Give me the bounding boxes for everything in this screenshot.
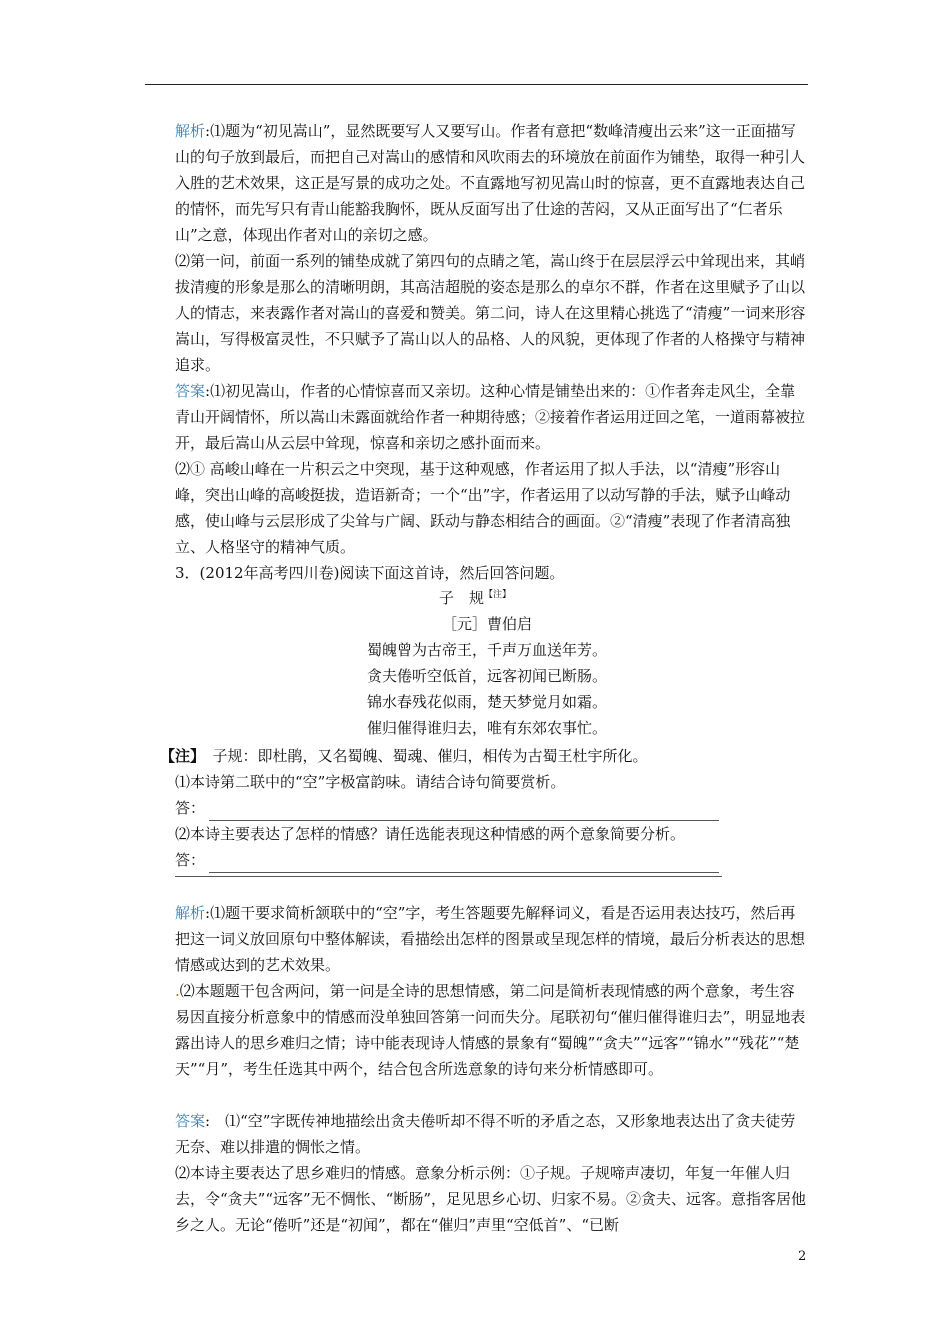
header-rule <box>145 84 808 85</box>
answer-section-1 <box>175 378 807 456</box>
poem-line-2: 贪夫倦听空低首，远客初闻已断肠。 <box>366 667 607 685</box>
analysis-section-2: 解析:⑴题干要求简析颔联中的“空”字，考生答题要先解释词义，看是否运用表达技巧，然后再把这一词义放回原句中整体解读，看描绘出怎样的图景或呈现怎样的情境，最后分析表达的思想情感或达到的艺术效果。 <box>175 904 806 974</box>
analysis-paragraph-4-block: .⑵本题题干包含两问，第一问是全诗的思想情感，第二问是简析表现情感的两个意象，考生容易因直接分析意象中的情感而没单独回答第一问而失分。尾联初句“催归催得谁归去”，明显地表露出诗人的思乡难归之情；诗中能表现诗人情感的景象有“蜀魄”“贪夫”“远客”“锦水”“残花”“楚天”“月”，考生任选其中两个，结合包含所选意象的诗句来分析情感即可。 <box>175 982 806 1078</box>
answer-line-2: 答： <box>175 847 807 873</box>
answer-paragraph-4-block: ⑵本诗主要表达了思乡难归的情感。意象分析示例：①子规。子规啼声凄切，年复一年催人归去，令“贪夫”“远客”无不惆怅、“断肠”，足见思乡心切、归家不易。②贪夫、远客。意指客居他乡之人。无论“倦听”还是“初闻”，都在“催归”声里“空低首”、“已断 <box>175 1164 807 1234</box>
answer-paragraph-2: ⑵① 高峻山峰在一片积云之中突现，基于这种观感，作者运用了拟人手法，以“清瘦”形容山峰，突出山峰的高峻挺拔，造语新奇；一个“出”字，作者运用了以动写静的手法，赋予山峰动感，使山峰与云层形成了尖耸与广阔、跃动与静态相结合的画面。②“清瘦”表现了作者清高独立、人格坚守的精神气质。 <box>175 460 791 556</box>
note-label: 【注】 <box>160 747 198 765</box>
poem-line-4: 催归催得谁归去，唯有东郊农事忙。 <box>366 719 607 737</box>
analysis-paragraph-1: 解析:⑴题为“初见嵩山”，显然既要写人又要写山。作者有意把“数峰清瘦出云来”这一正面描写山的句子放到最后，而把自己对嵩山的感情和风吹雨去的环境放在前面作为铺垫，取得一种引人入胜的艺术效果，这正是写景的成功之处。不直露地写初见嵩山时的惊喜，更不直露地表达自己的情怀，而先写只有青山能豁我胸怀，既从反面写出了仕途的苦闷，又从正面写出了“仁者乐山”之意，体现出作者对山的亲切之感。 <box>175 122 806 244</box>
answer-paragraph-1: 答案:⑴初见嵩山，作者的心情惊喜而又亲切。这种心情是铺垫出来的：①作者奔走风尘，全靠青山开阔情怀，所以嵩山未露面就给作者一种期待感；②接着作者运用迂回之笔，一道雨幕被拉开，最后嵩山从云层中耸现，惊喜和亲切之感扑面而来。 <box>175 382 806 452</box>
analysis-label: 解析 <box>175 122 206 140</box>
page-number: 2 <box>798 1249 807 1264</box>
poem-author: ［元］曹伯启 <box>441 615 532 633</box>
analysis-section-1 <box>175 118 807 248</box>
question-3-stem: 3．(2012年高考四川卷)阅读下面这首诗，然后回答问题。 <box>175 564 565 582</box>
poem-note: 【注】 子规：即杜鹃，又名蜀魄、蜀魂、催归，相传为古蜀王杜宇所化。 <box>160 747 648 765</box>
answer-blank-2 <box>209 856 719 873</box>
poem-line-3: 锦水春残花似雨，楚天梦觉月如霜。 <box>366 693 607 711</box>
poem-note-mark: 【注】 <box>484 590 512 600</box>
sub-question-2: ⑵本诗主要表达了怎样的情感？请任选能表现这种情感的两个意象简要分析。 <box>175 825 686 843</box>
analysis-paragraph-2: ⑵第一问，前面一系列的铺垫成就了第四句的点睛之笔，嵩山终于在层层浮云中耸现出来，其峭拔清瘦的形象是那么的清晰明朗，其高洁超脱的姿态是那么的卓尔不群，作者在这里赋予了山以人的情志，来表露作者对嵩山的喜爱和赞美。第二问，诗人在这里精心挑选了“清瘦”一词来形容嵩山，写得极富灵性，不只赋予了嵩山以人的品格、人的风貌，更体现了作者的人格操守与精神追求。 <box>175 252 806 374</box>
answer-blank-3 <box>175 876 722 877</box>
answer-line-1: 答： <box>175 795 807 821</box>
analysis-label-2: 解析 <box>175 904 206 922</box>
poem-line-1: 蜀魄曾为古帝王，千声万血送年芳。 <box>366 641 607 659</box>
answer-label-2: 答案 <box>175 1112 206 1130</box>
poem-title: 子 规$^{【注】}$ <box>438 589 512 607</box>
answer-paragraph-2-block <box>175 456 807 560</box>
sub-question-1: ⑴本诗第二联中的“空”字极富韵味。请结合诗句简要赏析。 <box>175 773 566 791</box>
analysis-paragraph-2-block <box>175 248 807 378</box>
answer-blank-1 <box>209 804 719 821</box>
answer-label: 答案 <box>175 382 206 400</box>
answer-section-2: 答案: ⑴“空”字既传神地描绘出贪夫倦听却不得不听的矛盾之态，又形象地表达出了贪夫徒劳无奈、难以排遣的惆怅之情。 <box>175 1112 796 1156</box>
